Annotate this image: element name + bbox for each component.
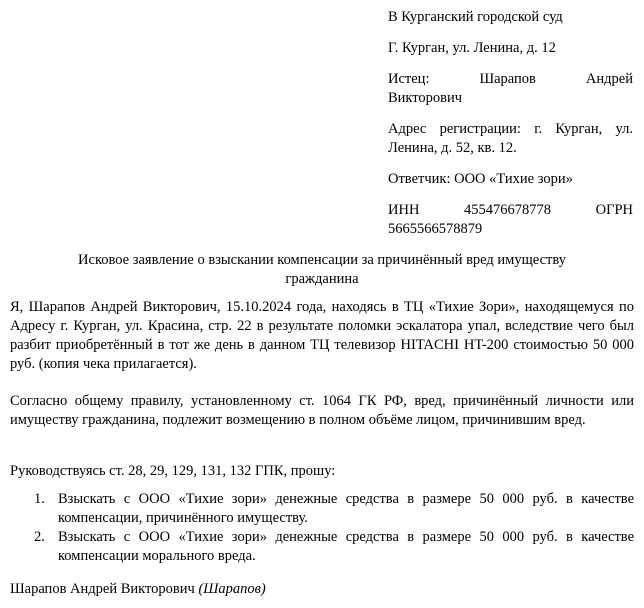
paragraph-legal-basis: Согласно общему правилу, установленному ст. 1064 ГК РФ, вред, причинённый личности или имуществу гражданина, подлежит возмещению в полном объёме лицом, причинившим вред. <box>10 393 634 428</box>
plaintiff-label: Истец: <box>388 71 430 87</box>
list-item <box>10 528 634 566</box>
list-item <box>10 490 634 528</box>
list-item-text: Взыскать с ООО «Тихие зори» денежные средства в размере 50 000 руб. в качестве компенсации, причинённого имуществу. <box>58 491 634 526</box>
document-title: Исковое заявление о взыскании компенсации за причинённый вред имуществу гражданина <box>78 252 566 287</box>
ogrn-label: ОГРН <box>595 202 633 218</box>
plaintiff-name: Андрей <box>585 71 633 87</box>
court-name: В Курганский городской суд <box>388 9 563 25</box>
inn-label: ИНН <box>388 202 420 218</box>
plaintiff-patronymic: Викторович <box>388 90 463 106</box>
ogrn-value: 5665566578879 <box>388 221 483 237</box>
registration-line-1: Адрес регистрации: г. Курган, ул. <box>388 121 633 137</box>
signature-name: Шарапов Андрей Викторович <box>10 581 195 597</box>
paragraph-request-intro: Руководствуясь ст. 28, 29, 129, 131, 132 ГПК, прошу: <box>10 463 336 479</box>
document-header <box>388 8 633 239</box>
court-address: Г. Курган, ул. Ленина, д. 12 <box>388 40 556 56</box>
inn-ogrn-block <box>388 201 633 239</box>
respondent: Ответчик: ООО «Тихие зори» <box>388 171 573 187</box>
plaintiff-line <box>388 70 633 89</box>
list-item-text: Взыскать с ООО «Тихие зори» денежные средства в размере 50 000 руб. в качестве компенсации морального вреда. <box>58 529 634 564</box>
inn-ogrn-line <box>388 201 633 220</box>
paragraph-circumstances: Я, Шарапов Андрей Викторович, 15.10.2024 года, находясь в ТЦ «Тихие Зори», находящемуся по Адресу г. Курган, ул. Красина, стр. 22 в результате поломки эскалатора упал, вследствие чего был разбит приобретённый в тот же день в данном ТЦ телевизор HITACHI HT-200 стоимостью 50 000 руб. (копия чека прилагается). <box>10 299 634 372</box>
requests-list <box>10 490 634 566</box>
signature-handwritten: (Шарапов) <box>198 581 266 597</box>
inn-value: 455476678778 <box>464 202 552 218</box>
registration-line-2: Ленина, д. 52, кв. 12. <box>388 140 517 156</box>
list-item-number: 1. <box>34 491 45 507</box>
plaintiff-block <box>388 70 633 108</box>
plaintiff-surname: Шарапов <box>479 71 536 87</box>
signature-line <box>10 580 634 599</box>
registration-address <box>388 120 633 158</box>
list-item-number: 2. <box>34 529 45 545</box>
